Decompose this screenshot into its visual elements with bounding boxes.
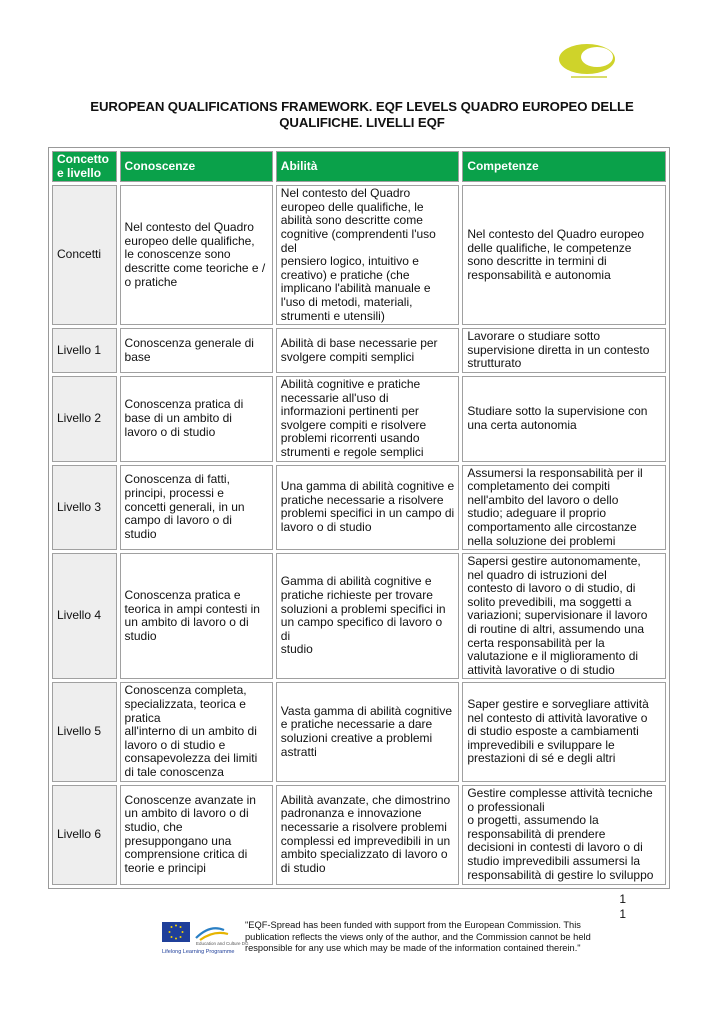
page-number-line: 1	[619, 892, 626, 906]
skills-line: l'uso di metodi, materiali,	[280, 294, 413, 309]
skills-line: creativo) e pratiche (che	[280, 267, 410, 282]
knowledge-line: specializzata, teorica e	[124, 697, 246, 712]
competence-cell	[462, 785, 666, 885]
competence-line: delle qualifiche, le competenze	[467, 240, 632, 255]
knowledge-cell	[120, 376, 273, 462]
eqf-levels-table	[48, 147, 670, 889]
skills-cell	[276, 682, 460, 781]
competence-line: contesto di lavoro o di studio, di	[467, 581, 636, 596]
competence-line: studio imprevedibili assumersi la	[467, 853, 641, 868]
knowledge-line: di tale conoscenza	[124, 765, 224, 779]
skills-line: problemi specifici in un campo di	[280, 506, 455, 521]
competence-line: certa responsabilità per la	[467, 635, 605, 650]
level-cell: Livello 2	[52, 376, 117, 462]
competence-line: sono descritte in termini di	[467, 254, 607, 269]
competence-cell	[462, 185, 666, 325]
skills-line: Una gamma di abilità cognitive e	[280, 479, 455, 494]
skills-cell	[276, 185, 460, 325]
knowledge-line: Conoscenze avanzate in	[124, 792, 256, 807]
knowledge-line: Conoscenza di fatti,	[124, 472, 230, 487]
knowledge-line: comprensione critica di	[124, 847, 248, 862]
competence-line: studio; adeguare il proprio	[467, 506, 607, 521]
skills-line: e pratiche necessarie a dare	[280, 717, 433, 732]
competence-line: Saper gestire e sorvegliare attività	[467, 697, 649, 712]
column-header-skills: Abilità	[276, 151, 460, 182]
skills-line: implicano l'abilità manuale e	[280, 281, 431, 296]
level-cell: Livello 5	[52, 682, 117, 781]
skills-line: Vasta gamma di abilità cognitive	[280, 703, 452, 718]
competence-line: strutturato	[467, 356, 522, 371]
page-number-line: 1	[619, 907, 626, 921]
level-cell: Livello 1	[52, 328, 117, 373]
competence-line: o progetti, assumendo la	[467, 813, 599, 828]
table-row	[52, 465, 666, 551]
title-line-1: EUROPEAN QUALIFICATIONS FRAMEWORK. EQF LEVELS QUADRO EUROPEO DELLE	[90, 99, 634, 114]
level-cell: Concetti	[52, 185, 117, 325]
skills-line: astratti	[280, 744, 317, 759]
knowledge-line: studio	[124, 628, 157, 643]
eu-logo-caption-2: Lifelong Learning Programme	[162, 949, 235, 955]
knowledge-line: base	[124, 349, 151, 364]
competence-line: Sapersi gestire autonomamente,	[467, 554, 641, 569]
competence-line: supervisione diretta in un contesto	[467, 342, 650, 357]
skills-line: ambito specializzato di lavoro o	[280, 847, 448, 862]
skills-line: lavoro o di studio	[280, 519, 372, 534]
skills-line: di studio	[280, 860, 326, 875]
competence-line: di studio esposte a cambiamenti	[467, 724, 639, 739]
competence-line: decisioni in contesti di lavoro o di	[467, 840, 643, 855]
competence-line: Assumersi la responsabilità per il	[467, 465, 643, 480]
column-header-knowledge: Conoscenze	[120, 151, 273, 182]
knowledge-line: consapevolezza dei limiti	[124, 751, 258, 766]
knowledge-line: studio	[124, 526, 157, 541]
knowledge-line: un ambito di lavoro o di	[124, 806, 249, 821]
skills-line: svolgere compiti e risolvere	[280, 417, 427, 432]
table-row	[52, 553, 666, 679]
level-cell: Livello 3	[52, 465, 117, 551]
table-row	[52, 682, 666, 781]
knowledge-cell	[120, 785, 273, 885]
table-row	[52, 785, 666, 885]
document-title	[60, 99, 664, 131]
competence-line: nell'ambito del lavoro o dello	[467, 492, 619, 507]
eu-logo-caption-1: Education and Culture DG	[196, 941, 249, 946]
funding-disclaimer: "EQF-Spread has been funded with support from the European Commission. This publication reflects the views only of the author, and the Commission cannot be held responsible for any use which may be made of the information contained therein."	[245, 920, 591, 953]
competence-cell	[462, 465, 666, 551]
skills-cell	[276, 465, 460, 551]
skills-line: soluzioni a problemi specifici in	[280, 601, 446, 616]
competence-line: completamento dei compiti	[467, 479, 611, 494]
knowledge-line: teorie e principi	[124, 860, 206, 875]
skills-line: svolgere compiti semplici	[280, 349, 415, 364]
competence-line: Nel contesto del Quadro europeo	[467, 227, 645, 241]
knowledge-cell	[120, 465, 273, 551]
knowledge-line: o pratiche	[124, 274, 178, 289]
knowledge-line: studio, che	[124, 820, 183, 834]
skills-cell	[276, 785, 460, 885]
skills-line: Nel contesto del Quadro	[280, 186, 411, 201]
skills-cell	[276, 328, 460, 373]
knowledge-cell	[120, 553, 273, 679]
skills-cell	[276, 553, 460, 679]
knowledge-line: un ambito di lavoro o di	[124, 615, 249, 630]
knowledge-line: Conoscenza pratica e	[124, 588, 241, 603]
knowledge-cell	[120, 328, 273, 373]
competence-line: una certa autonomia	[467, 417, 577, 432]
knowledge-cell	[120, 682, 273, 781]
competence-line: Gestire complesse attività tecniche	[467, 786, 653, 801]
competence-cell	[462, 553, 666, 679]
competence-cell	[462, 376, 666, 462]
competence-line: attività lavorative o di studio	[467, 662, 615, 677]
knowledge-line: le conoscenze sono	[124, 247, 231, 262]
knowledge-line: Conoscenza pratica di	[124, 397, 244, 412]
competence-line: di routine di altri, assumendo una	[467, 622, 645, 637]
knowledge-line: descritte come teoriche e /	[124, 260, 266, 275]
skills-line: padronanza e innovazione	[280, 806, 422, 821]
skills-line: Abilità cognitive e pratiche	[280, 376, 421, 391]
competence-cell	[462, 682, 666, 781]
competence-line: responsabilità e autonomia	[467, 267, 611, 282]
skills-line: un campo specifico di lavoro o di	[280, 615, 443, 643]
competence-line: valutazione e il miglioramento di	[467, 649, 639, 664]
skills-line: Abilità di base necessarie per	[280, 335, 438, 350]
knowledge-line: Nel contesto del Quadro	[124, 220, 254, 235]
skills-line: studio	[280, 642, 313, 657]
knowledge-line: teorica in ampi contesti in	[124, 601, 260, 616]
knowledge-line: pratica	[124, 710, 161, 725]
table-row	[52, 185, 666, 325]
knowledge-line: lavoro o di studio	[124, 424, 216, 439]
skills-line: europeo delle qualifiche, le	[280, 199, 424, 214]
knowledge-line: presuppongano una	[124, 833, 232, 848]
competence-line: Studiare sotto la supervisione con	[467, 404, 648, 419]
competence-line: prestazioni di sé e degli altri	[467, 751, 616, 766]
competence-line: variazioni; supervisionare il lavoro	[467, 608, 648, 623]
knowledge-line: concetti generali, in un	[124, 499, 245, 514]
level-cell: Livello 6	[52, 785, 117, 885]
competence-line: imprevedibili e sviluppare le	[467, 737, 615, 752]
title-line-2: QUALIFICHE. LIVELLI EQF	[279, 115, 445, 130]
competence-line: o professionali	[467, 799, 545, 814]
competence-line: nella soluzione dei problemi	[467, 533, 616, 548]
skills-line: abilità sono descritte come	[280, 213, 423, 228]
level-cell: Livello 4	[52, 553, 117, 679]
competence-line: comportamento alle circostanze	[467, 519, 637, 534]
knowledge-line: principi, processi e	[124, 485, 224, 500]
competence-line: responsabilità di gestire lo sviluppo	[467, 867, 654, 882]
knowledge-cell	[120, 185, 273, 325]
competence-line: nel contesto di attività lavorative o	[467, 710, 648, 725]
skills-line: necessarie all'uso di	[280, 390, 389, 405]
competence-line: nel quadro di istruzioni del	[467, 567, 607, 582]
knowledge-line: lavoro o di studio e	[124, 737, 226, 752]
competence-line: solito prevedibili, ma soggetti a	[467, 594, 632, 609]
skills-line: pensiero logico, intuitivo e	[280, 254, 419, 269]
skills-line: pratiche necessarie a risolvere	[280, 492, 444, 507]
skills-line: necessarie a risolvere problemi	[280, 820, 447, 834]
skills-cell	[276, 376, 460, 462]
skills-line: strumenti e regole semplici	[280, 444, 424, 459]
skills-line: complessi ed imprevedibili in un	[280, 833, 451, 848]
table-row	[52, 376, 666, 462]
page-number	[612, 892, 626, 922]
knowledge-line: campo di lavoro o di	[124, 513, 232, 528]
skills-line: problemi ricorrenti usando	[280, 431, 420, 446]
skills-line: pratiche richieste per trovare	[280, 588, 433, 603]
competence-cell	[462, 328, 666, 373]
knowledge-line: Conoscenza completa,	[124, 683, 247, 698]
eu-lifelong-learning-logo	[160, 918, 252, 958]
competence-line: responsabilità di prendere	[467, 826, 606, 841]
skills-line: informazioni pertinenti per	[280, 404, 419, 419]
table-header-row	[52, 151, 666, 182]
eqf-spread-logo	[557, 42, 619, 82]
skills-line: soluzioni creative a problemi	[280, 731, 433, 746]
table-row	[52, 328, 666, 373]
skills-line: cognitive (comprendenti l'uso del	[280, 227, 436, 255]
competence-line: Lavorare o studiare sotto	[467, 329, 601, 344]
skills-line: Gamma di abilità cognitive e	[280, 574, 432, 589]
column-header-competence: Competenze	[462, 151, 666, 182]
knowledge-line: europeo delle qualifiche,	[124, 233, 255, 248]
knowledge-line: Conoscenza generale di	[124, 335, 254, 350]
column-header-level: Concetto e livello	[52, 151, 117, 182]
skills-line: strumenti e utensili)	[280, 308, 385, 323]
skills-line: Abilità avanzate, che dimostrino	[280, 792, 451, 807]
knowledge-line: all'interno di un ambito di	[124, 724, 257, 739]
knowledge-line: base di un ambito di	[124, 410, 232, 425]
